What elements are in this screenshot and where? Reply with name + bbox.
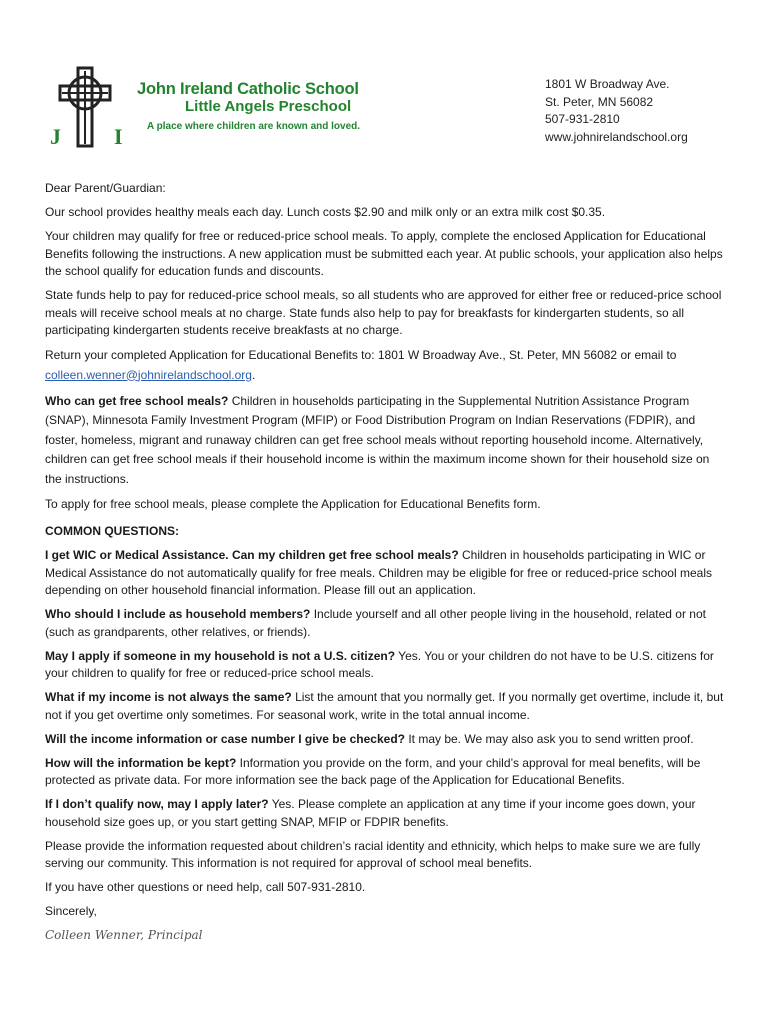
faq-item (45, 796, 725, 831)
faq-answer: It may be. We may also ask you to send written proof. (404, 731, 694, 746)
logo-text (137, 80, 360, 133)
faq-question: I get WIC or Medical Assistance. Can my children get free school meals? (45, 548, 459, 562)
free-meals-question: Who can get free school meals? (45, 393, 229, 408)
salutation: Dear Parent/Guardian: (45, 181, 166, 195)
signature: Colleen Wenner, Principal (45, 928, 203, 942)
faq-item (45, 755, 725, 790)
return-text: Return your completed Application for Educational Benefits to: 1801 W Broadway Ave., St. Peter, MN 56082 or email to (45, 348, 677, 362)
faq-answer: List the amount that you normally get. If you normally get overtime, include it, but not if you get overtime only sometimes. For seasonal work, write in the total annual income. (45, 690, 724, 722)
faq-question: If I don’t qualify now, may I apply later? (45, 797, 269, 811)
faq-answer: Children in households participating in WIC or Medical Assistance do not automatically qualify for free meals. Children may be eligible for free or reduced-price school meals depending on other household financial information. Please fill out an application. (45, 548, 712, 597)
faq-question: How will the information be kept? (45, 755, 237, 770)
paragraph-qualify: Your children may qualify for free or reduced-price school meals. To apply, complete the enclosed Application for Educational Benefits following the instructions. A new application must be submitted each year. At public schools, your application also helps the school qualify for education funds and discounts. (45, 229, 723, 278)
paragraph-return (45, 346, 725, 385)
logo-letter-j: J (50, 124, 61, 148)
faq-item (45, 731, 725, 749)
paragraph-meal-cost: Our school provides healthy meals each day. Lunch costs $2.90 and milk only or an extra milk cost $0.35. (45, 205, 606, 219)
faq-question: What if my income is not always the same? (45, 690, 292, 704)
common-questions-heading: COMMON QUESTIONS: (45, 524, 179, 538)
faq-question: Will the income information or case number I give be checked? (45, 731, 405, 746)
faq-answer: Include yourself and all other people living in the household, related or not (such as grandparents, other relatives, or friends). (45, 607, 706, 639)
faq-answer: Yes. Please complete an application at any time if your income goes down, your household size goes up, or you start getting SNAP, MFIP or FDPIR benefits. (45, 797, 696, 829)
paragraph-apply: To apply for free school meals, please complete the Application for Educational Benefits form. (45, 496, 541, 511)
faq-item (45, 606, 725, 641)
free-meals-answer: Children in households participating in the Supplemental Nutrition Assistance Program (SNAP), Minnesota Family Investment Program (MFIP) or Food Distribution Program on Indian Reservations (FDPIR), and foster, homeless, migrant and runaway children can get free school meals without reporting household income. Alternatively, children can get free school meals if their household income is within the maximum income shown for their household size on the instructions. (45, 393, 710, 486)
address-phone: 507-931-2810 (545, 112, 620, 126)
tagline: A place where children are known and loved. (147, 121, 361, 132)
address-street: 1801 W Broadway Ave. (545, 77, 670, 91)
letterhead (0, 0, 770, 160)
paragraph-state-funds: State funds help to pay for reduced-price school meals, so all students who are approved for either free or reduced-price school meals will receive school meals at no charge. State funds also help to pay for breakfasts for kindergarten students, so all participating kindergarten students receive breakfasts at no charge. (45, 288, 722, 337)
school-name: John Ireland Catholic School (137, 80, 359, 98)
celtic-cross-logo-icon (48, 66, 134, 148)
address-website: www.johnirelandschool.org (545, 129, 688, 144)
closing: Sincerely, (45, 904, 97, 918)
faq-item (45, 689, 725, 724)
return-end: . (251, 367, 256, 382)
paragraph-help: If you have other questions or need help, call 507-931-2810. (45, 880, 366, 894)
letter-body (45, 180, 725, 945)
paragraph-identity: Please provide the information requested about children’s racial identity and ethnicity, which helps to make sure we are fully serving our community. This information is not required for approval of school meal benefits. (45, 838, 701, 870)
faq-answer: Yes. You or your children do not have to be U.S. citizens for your children to qualify for free or reduced-price school meals. (45, 648, 714, 680)
faq-answer: Information you provide on the form, and your child’s approval for meal benefits, will be protected as private data. For more information see the back page of the Application for Educational Benefits. (45, 755, 701, 787)
email-link[interactable]: colleen.wenner@johnirelandschool.org (45, 367, 252, 382)
paragraph-free-meals (45, 392, 725, 490)
logo-letter-i: I (114, 124, 123, 148)
preschool-name: Little Angels Preschool (185, 98, 352, 115)
faq-question: Who should I include as household members? (45, 607, 311, 621)
faq-question: May I apply if someone in my household is not a U.S. citizen? (45, 648, 396, 663)
faq-item (45, 648, 725, 683)
faq-item (45, 547, 725, 600)
school-address (545, 76, 688, 146)
address-city: St. Peter, MN 56082 (545, 94, 654, 109)
